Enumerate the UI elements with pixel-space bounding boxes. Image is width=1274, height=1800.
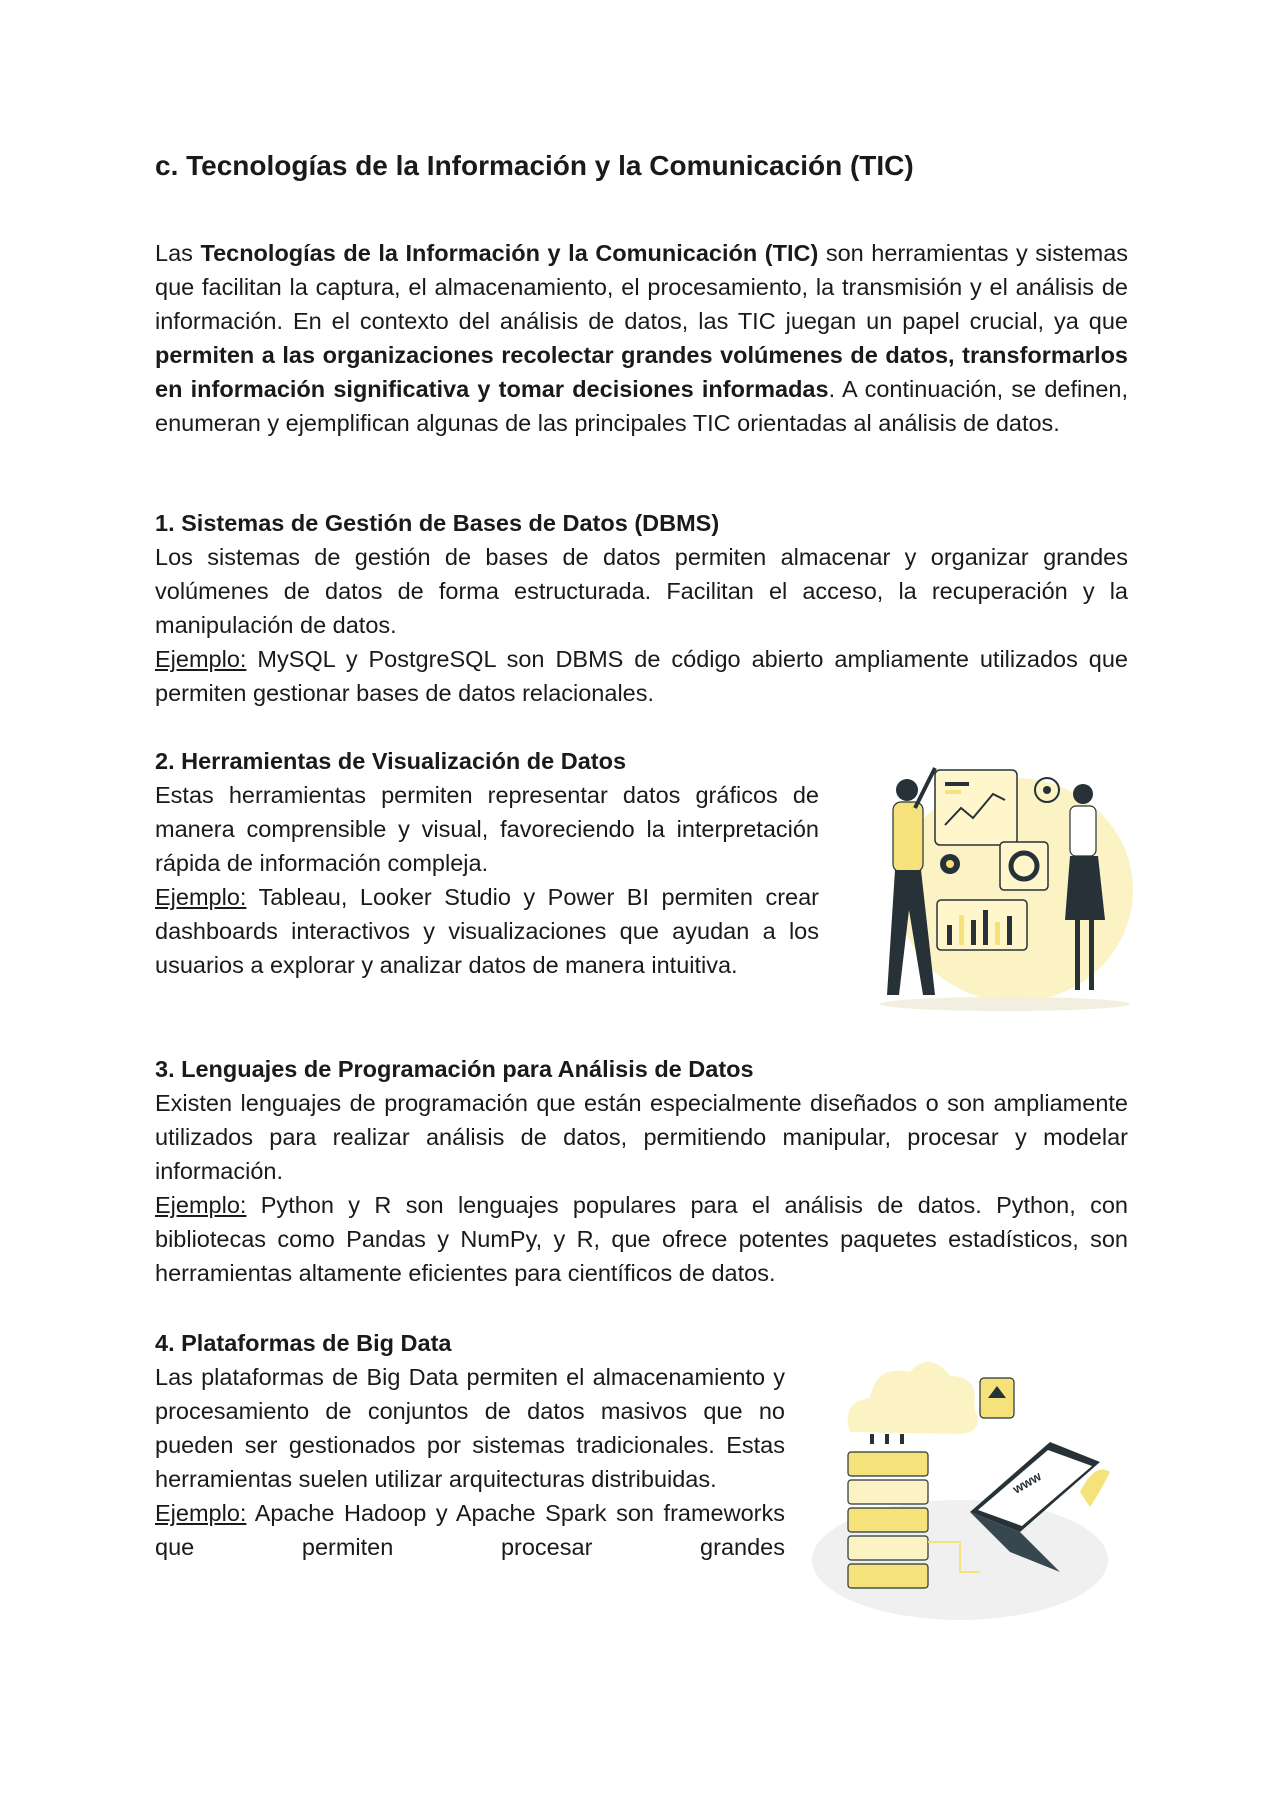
section-languages [155,1052,1128,1290]
intro-block [155,236,1128,440]
example-text: MySQL y PostgreSQL son DBMS de código abierto ampliamente utilizados que permiten gestionar bases de datos relacionales. [155,646,1128,706]
person-torso [1070,806,1096,856]
section-dbms [155,506,1128,710]
person-head [1073,784,1093,804]
section-example [155,880,819,982]
bar-mark [1007,916,1012,945]
section-body: Los sistemas de gestión de bases de datos permiten almacenar y organizar grandes volúmenes de datos de forma estructurada. Facilitan el acceso, la recuperación y la manipulación de datos. [155,544,1128,638]
bar-mark [947,925,952,945]
example-text: Python y R son lenguajes populares para el análisis de datos. Python, con bibliotecas como Pandas y NumPy, y R, que ofrece potentes paquetes estadísticos, son herramientas altamente eficientes para científicos de datos. [155,1192,1128,1286]
gear-center [1043,786,1051,794]
intro-bold-1: Tecnologías de la Información y la Comunicación (TIC) [200,240,819,266]
person-arm [915,768,935,808]
intro-bold-2: permiten a las organizaciones recolectar grandes volúmenes de datos, transformarlos en información significativa y tomar decisiones informadas [155,342,1128,402]
board-text-line [945,790,961,794]
server-unit [848,1508,928,1532]
board-text-line [945,782,969,786]
cloud-drop [870,1434,874,1444]
intro-text-1: Las [155,240,201,266]
bar-mark [959,915,964,945]
cloud-icon [848,1362,978,1434]
page-title: c. Tecnologías de la Información y la Comunicación (TIC) [155,150,914,181]
person-torso [893,802,923,872]
bar-mark [983,910,988,945]
section-bigdata [155,1326,785,1564]
example-text: Tableau, Looker Studio y Power BI permiten crear dashboards interactivos y visualizaciones que ayudan a los usuarios a explorar y analizar datos de manera intuitiva. [155,884,819,978]
section-title: 4. Plataformas de Big Data [155,1330,452,1356]
person-skirt [1065,856,1105,920]
section-visualization [155,744,819,982]
example-label: Ejemplo: [155,1500,247,1526]
chart-board [935,770,1017,845]
example-label: Ejemplo: [155,884,247,910]
section-example [155,1496,785,1564]
bar-mark [971,920,976,945]
section-example [155,1188,1128,1290]
person-leg [1075,920,1080,990]
section-example [155,642,1128,710]
section-body: Estas herramientas permiten representar datos gráficos de manera comprensible y visual, favoreciendo la interpretación rápida de información compleja. [155,782,819,876]
section-title: 1. Sistemas de Gestión de Bases de Datos (DBMS) [155,510,720,536]
cloud-drop [885,1434,889,1444]
person-leg [1089,920,1094,990]
section-body: Existen lenguajes de programación que están especialmente diseñados o son ampliamente utilizados para realizar análisis de datos, permitiendo manipular, procesar y modelar información. [155,1090,1128,1184]
cloud-drop [900,1434,904,1444]
section-body: Las plataformas de Big Data permiten el almacenamiento y procesamiento de conjuntos de datos masivos que no pueden ser gestionados por sistemas tradicionales. Estas herramientas suelen utilizar arquitecturas distribuidas. [155,1364,785,1492]
floor-shadow [880,997,1130,1011]
example-label: Ejemplo: [155,1192,247,1218]
example-label: Ejemplo: [155,646,247,672]
data-visualization-illustration [865,760,1135,1015]
intro-text-3: . A continuación, se definen, enumeran y ejemplifican algunas de las principales TIC orientadas al análisis de datos. [155,376,1128,436]
laptop-display [978,1450,1092,1526]
section-title: 2. Herramientas de Visualización de Datos [155,748,627,774]
intro-text-2: son herramientas y sistemas que facilitan la captura, el almacenamiento, el procesamiento, la transmisión y el análisis de información. En el contexto del análisis de datos, las TIC juegan un papel crucial, ya que [155,240,1129,334]
server-unit [848,1536,928,1560]
server-unit [848,1480,928,1504]
server-unit [848,1564,928,1588]
server-unit [848,1452,928,1476]
big-data-illustration [810,1342,1120,1632]
intro-paragraph [155,236,1128,440]
gear-center [946,860,954,868]
person-head [896,779,918,801]
section-title: 3. Lenguajes de Programación para Análisis de Datos [155,1056,754,1082]
bar-mark [995,922,1000,945]
www-label: www [1010,1468,1044,1497]
example-text: Apache Hadoop y Apache Spark son frameworks que permiten procesar grandes [155,1500,785,1560]
donut-panel [1000,842,1048,890]
